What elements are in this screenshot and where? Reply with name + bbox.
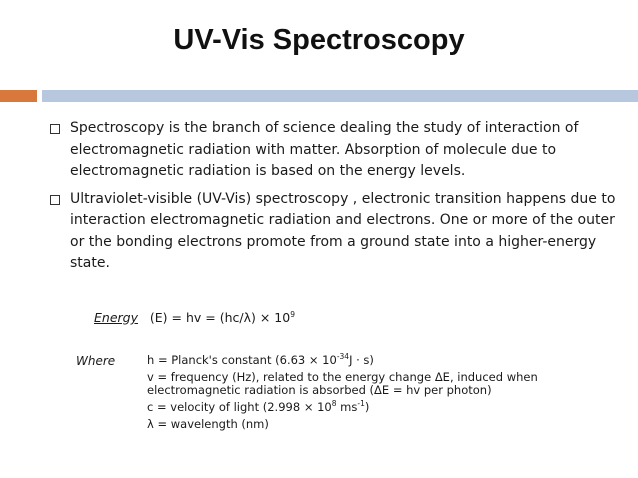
bullet-text: Spectroscopy is the branch of science dealing the study of interaction of electromagnetic radiation with matter. Absorption of molecule due to electromagnetic radiation is based on the energy levels. — [70, 120, 579, 179]
definition-h-unit: J · s) — [349, 353, 374, 367]
definitions — [147, 354, 587, 435]
accent-bar-blue — [42, 90, 638, 102]
bullet-text: Ultraviolet-visible (UV-Vis) spectroscopy , electronic transition happens due to interaction electromagnetic radiation and electrons. One or more of the outer or the bonding electrons promote from a ground state into a higher-energy state. — [70, 190, 616, 271]
definition-c-unit: ms — [336, 400, 358, 414]
energy-exponent: 9 — [290, 309, 295, 319]
bullet-list — [48, 118, 618, 281]
definition-v: v = frequency (Hz), related to the energy change ΔE, induced when electromagnetic radiation is absorbed (ΔE = hv per photon) — [147, 370, 538, 397]
bullet-item — [48, 118, 618, 183]
definition-h-text: h = Planck's constant (6.63 × 10 — [147, 353, 337, 367]
definition-h-exponent: -34 — [336, 352, 350, 362]
slide-title: UV-Vis Spectroscopy — [173, 24, 465, 56]
square-bullet-icon — [50, 124, 60, 134]
definition-h — [147, 354, 587, 367]
square-bullet-icon — [50, 195, 60, 205]
energy-label: Energy — [94, 310, 138, 325]
energy-formula — [94, 310, 295, 325]
where-label: Where — [76, 354, 116, 368]
definition-c-unit-exponent: -1 — [357, 399, 365, 409]
definition-c — [147, 401, 587, 414]
energy-expression: (E) = hv = (hc/λ) × 10 — [149, 310, 291, 325]
definition-c-text: c = velocity of light (2.998 × 10 — [147, 400, 332, 414]
bullet-item — [48, 189, 618, 275]
definition-lambda: λ = wavelength (nm) — [147, 417, 269, 431]
definition-c-end: ) — [364, 400, 370, 414]
definition-c-exponent: 8 — [331, 399, 337, 409]
accent-bar-orange — [0, 90, 37, 102]
